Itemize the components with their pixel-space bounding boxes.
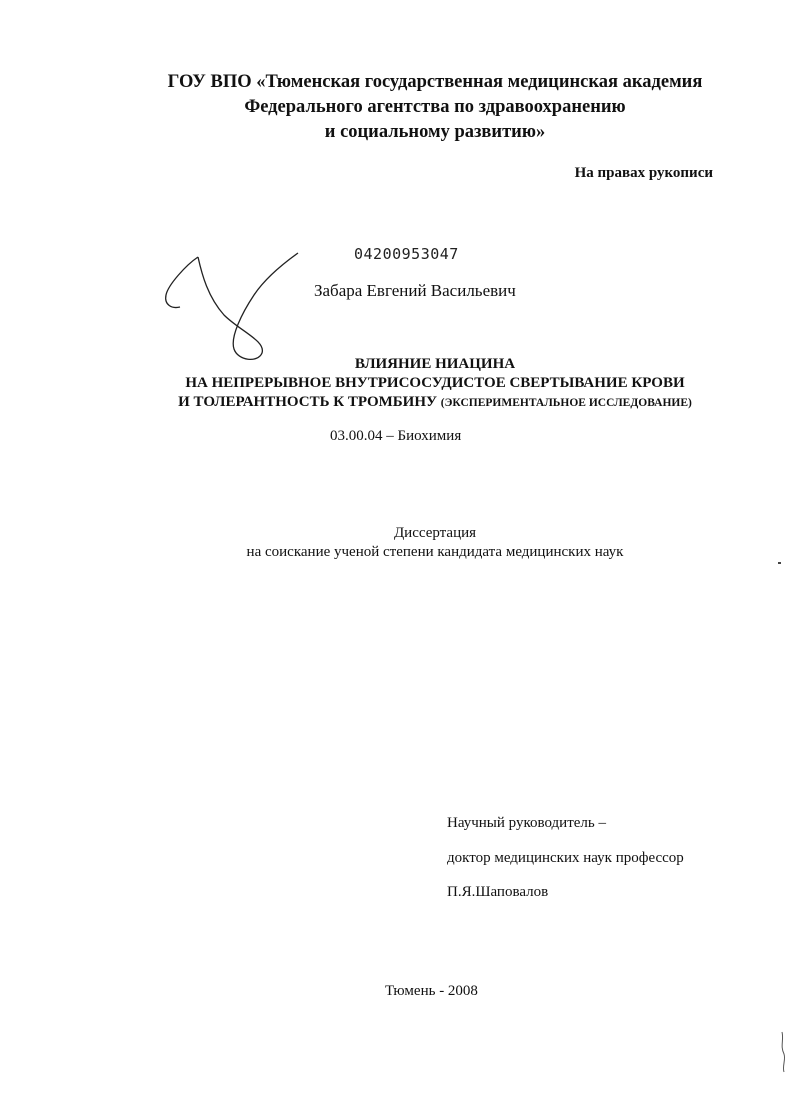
supervisor-degree: доктор медицинских наук профессор bbox=[447, 850, 684, 866]
scan-artifact-dot bbox=[778, 562, 781, 564]
institution-line-2: Федерального агентства по здравоохранению bbox=[244, 97, 626, 117]
dissertation-type bbox=[35, 524, 798, 562]
title-line-3-main: И ТОЛЕРАНТНОСТЬ К ТРОМБИНУ bbox=[178, 394, 438, 410]
stamp-number: 04200953047 bbox=[354, 245, 459, 263]
title-line-3-subtitle: (ЭКСПЕРИМЕНТАЛЬНОЕ ИССЛЕДОВАНИЕ) bbox=[440, 397, 692, 409]
title-line-3 bbox=[35, 393, 798, 413]
institution-line-1: ГОУ ВПО «Тюменская государственная медицинская академия bbox=[167, 72, 703, 92]
city-year: Тюмень - 2008 bbox=[385, 983, 478, 999]
dissertation-title bbox=[35, 355, 798, 413]
supervisor-name: П.Я.Шаповалов bbox=[447, 884, 549, 900]
specialty-code: 03.00.04 – Биохимия bbox=[330, 428, 462, 444]
scan-artifact-edge bbox=[772, 1030, 792, 1075]
supervisor-role: Научный руководитель – bbox=[447, 815, 606, 831]
title-line-2: НА НЕПРЕРЫВНОЕ ВНУТРИСОСУДИСТОЕ СВЕРТЫВАНИЕ КРОВИ bbox=[185, 375, 685, 391]
institution-line-3: и социальному развитию» bbox=[324, 122, 546, 142]
dissertation-line-1: Диссертация bbox=[393, 525, 477, 541]
dissertation-line-2: на соискание ученой степени кандидата медицинских наук bbox=[246, 544, 624, 560]
rights-note: На правах рукописи bbox=[574, 165, 713, 181]
institution-header bbox=[40, 70, 798, 145]
handwritten-signature bbox=[158, 245, 308, 365]
title-line-1: ВЛИЯНИЕ НИАЦИНА bbox=[354, 356, 516, 372]
author-name: Забара Евгений Васильевич bbox=[314, 281, 516, 300]
